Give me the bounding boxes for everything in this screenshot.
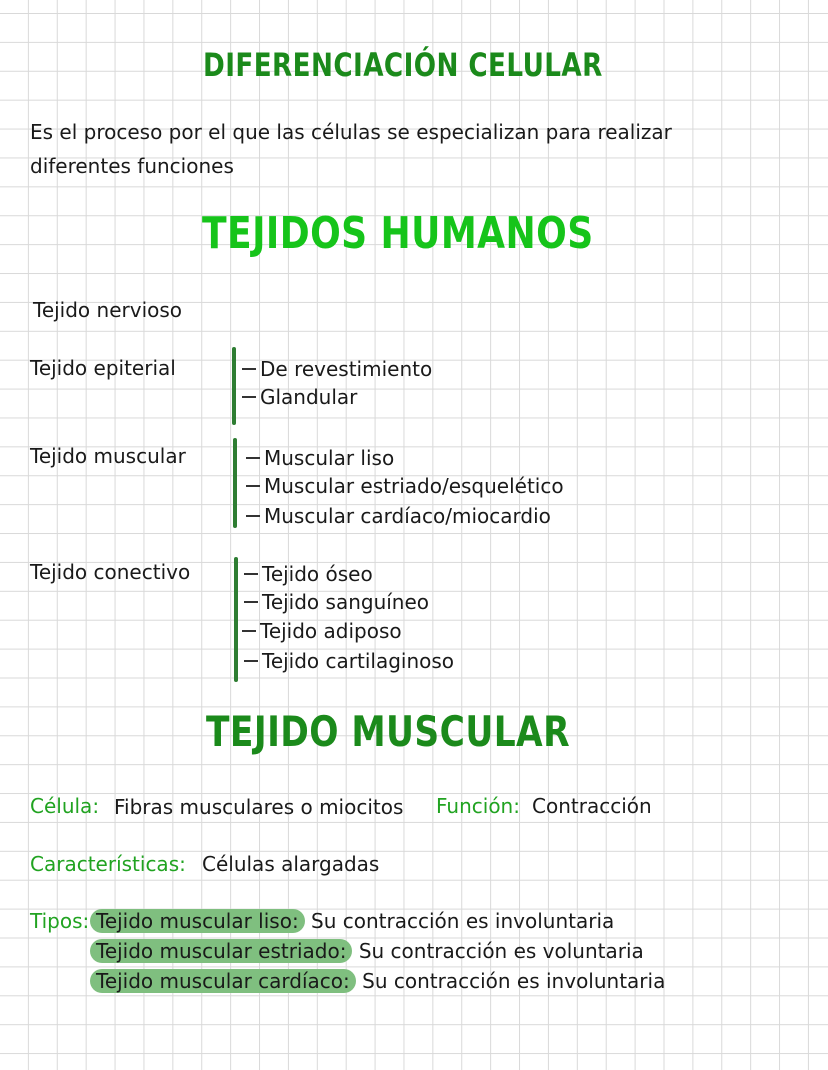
- dash-icon: [244, 601, 258, 603]
- title-tejido-muscular: TEJIDO MUSCULAR: [206, 707, 571, 756]
- muscular-bracket-bar: [233, 438, 237, 528]
- tejido-epiterial-label: Tejido epiterial: [30, 356, 176, 380]
- dash-icon: [244, 573, 258, 575]
- tipo-name-highlight: Tejido muscular cardíaco:: [90, 969, 356, 993]
- epiterial-item: Glandular: [242, 385, 357, 409]
- conectivo-item: Tejido cartilaginoso: [244, 649, 454, 673]
- tipo-desc: Su contracción es voluntaria: [358, 939, 644, 963]
- conectivo-item: Tejido sanguíneo: [244, 590, 429, 614]
- conectivo-item: Tejido adiposo: [242, 619, 402, 643]
- caracteristicas-label: Características:: [30, 852, 186, 876]
- tipos-label: Tipos:: [30, 909, 90, 933]
- epiterial-item: De revestimiento: [242, 357, 432, 381]
- tipo-name-highlight: Tejido muscular liso:: [90, 909, 305, 933]
- tipo-name-highlight: Tejido muscular estriado:: [90, 939, 352, 963]
- title-diferenciacion: DIFERENCIACIÓN CELULAR: [203, 46, 603, 84]
- dash-icon: [246, 457, 260, 459]
- dash-icon: [246, 485, 260, 487]
- celula-label: Célula:: [30, 794, 100, 818]
- definition-line-2: diferentes funciones: [30, 154, 234, 178]
- funcion-label: Función:: [436, 794, 520, 818]
- dash-icon: [246, 515, 260, 517]
- dash-icon: [244, 660, 258, 662]
- conectivo-item: Tejido óseo: [244, 562, 373, 586]
- dash-icon: [242, 368, 256, 370]
- tipo-desc: Su contracción es involuntaria: [362, 969, 666, 993]
- tipo-row: [96, 909, 614, 933]
- funcion-value: Contracción: [532, 794, 652, 818]
- celula-value: Fibras musculares o miocitos: [114, 795, 404, 819]
- title-tejidos-humanos: TEJIDOS HUMANOS: [202, 208, 594, 259]
- definition-line-1: Es el proceso por el que las células se especializan para realizar: [30, 120, 672, 144]
- caracteristicas-value: Células alargadas: [202, 852, 380, 876]
- tejido-nervioso-label: Tejido nervioso: [33, 298, 183, 322]
- muscular-item: Muscular estriado/esquelético: [246, 474, 564, 498]
- dash-icon: [242, 396, 256, 398]
- tipo-row: [96, 969, 665, 993]
- muscular-item: Muscular liso: [246, 446, 394, 470]
- tipo-desc: Su contracción es involuntaria: [311, 909, 615, 933]
- muscular-item: Muscular cardíaco/miocardio: [246, 504, 551, 528]
- conectivo-bracket-bar: [234, 557, 238, 682]
- tejido-muscular-label: Tejido muscular: [30, 444, 186, 468]
- dash-icon: [242, 630, 256, 632]
- tejido-conectivo-label: Tejido conectivo: [30, 560, 191, 584]
- tipo-row: [96, 939, 644, 963]
- epiterial-bracket-bar: [232, 347, 236, 425]
